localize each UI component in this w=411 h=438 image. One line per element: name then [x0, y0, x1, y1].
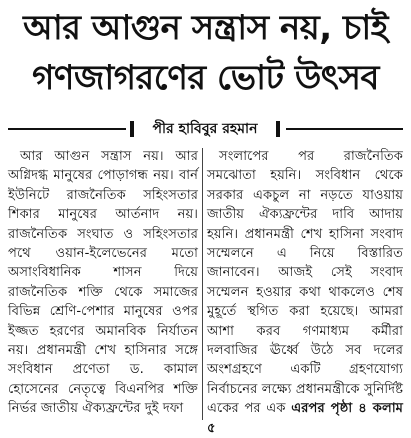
article-column-right — [207, 147, 403, 438]
byline-rule-right — [286, 128, 403, 130]
byline-rule-left — [8, 128, 126, 130]
column-right-body: সংলাপের পর রাজনৈতিক সমঝোতা হয়নি। সংবিধান থেকে সরকার একচুল না নড়তে যাওয়ায় জাতীয় ঐক্যফ্রন্টের দাবি আদায় হয়নি। প্রধানমন্ত্রী শেখ হাসিনা সংবাদ সম্মেলনে এ নিয়ে বিস্তারিত জানাবেন। আজই সেই সংবাদ সম্মেলন হওয়ার কথা থাকলেও শেষ মুহূর্তে স্থগিত করা হয়েছে। আমরা আশা করব গণমাধ্যম কর্মীরা দলবাজির ঊর্ধ্বে উঠে সব দলের অংশগ্রহণে একটি গ্রহণযোগ্য নির্বাচনের লক্ষ্যে প্রধানমন্ত্রীকে সুনির্দিষ্ট একের পর এক — [207, 149, 403, 417]
column-divider — [202, 148, 203, 420]
article-column-left — [8, 147, 198, 419]
byline-row — [0, 118, 411, 140]
column-left-text: আর আগুন সন্ত্রাস নয়। আর অগ্নিদগ্ধ মানুষের পোড়াগন্ধ নয়। বার্ন ইউনিটে রাজনৈতিক সহিংসতার শিকার মানুষের আর্তনাদ নয়। রাজনৈতিক সংঘাত ও সহিংসতার পথে ওয়ান-ইলেভেনের মতো অসাংবিধানিক শাসন দিয়ে রাজনৈতিক শক্তি থেকে সমাজের বিভিন্ন শ্রেণি-পেশার মানুষের ওপর ইজ্জত হরণের অমানবিক নির্যাতন নয়। প্রধানমন্ত্রী শেখ হাসিনার সঙ্গে সংবিধান প্রণেতা ড. কামাল হোসেনের নেতৃত্বে বিএনপির শক্তি নির্ভর জাতীয় ঐক্যফ্রন্টের দুই দফা — [8, 149, 198, 417]
headline-line-2: গণজাগরণের ভোট উৎসব — [32, 58, 379, 98]
continuation-note: এরপর পৃষ্ঠা ৪ কলাম ৫ — [207, 401, 403, 436]
byline-bar-right — [276, 121, 280, 137]
column-right-text — [207, 147, 403, 438]
headline-line-1: আর আগুন সন্ত্রাস নয়, চাই — [23, 8, 388, 48]
byline-bar-left — [130, 121, 134, 137]
author-byline: পীর হাবিবুর রহমান — [152, 121, 258, 137]
